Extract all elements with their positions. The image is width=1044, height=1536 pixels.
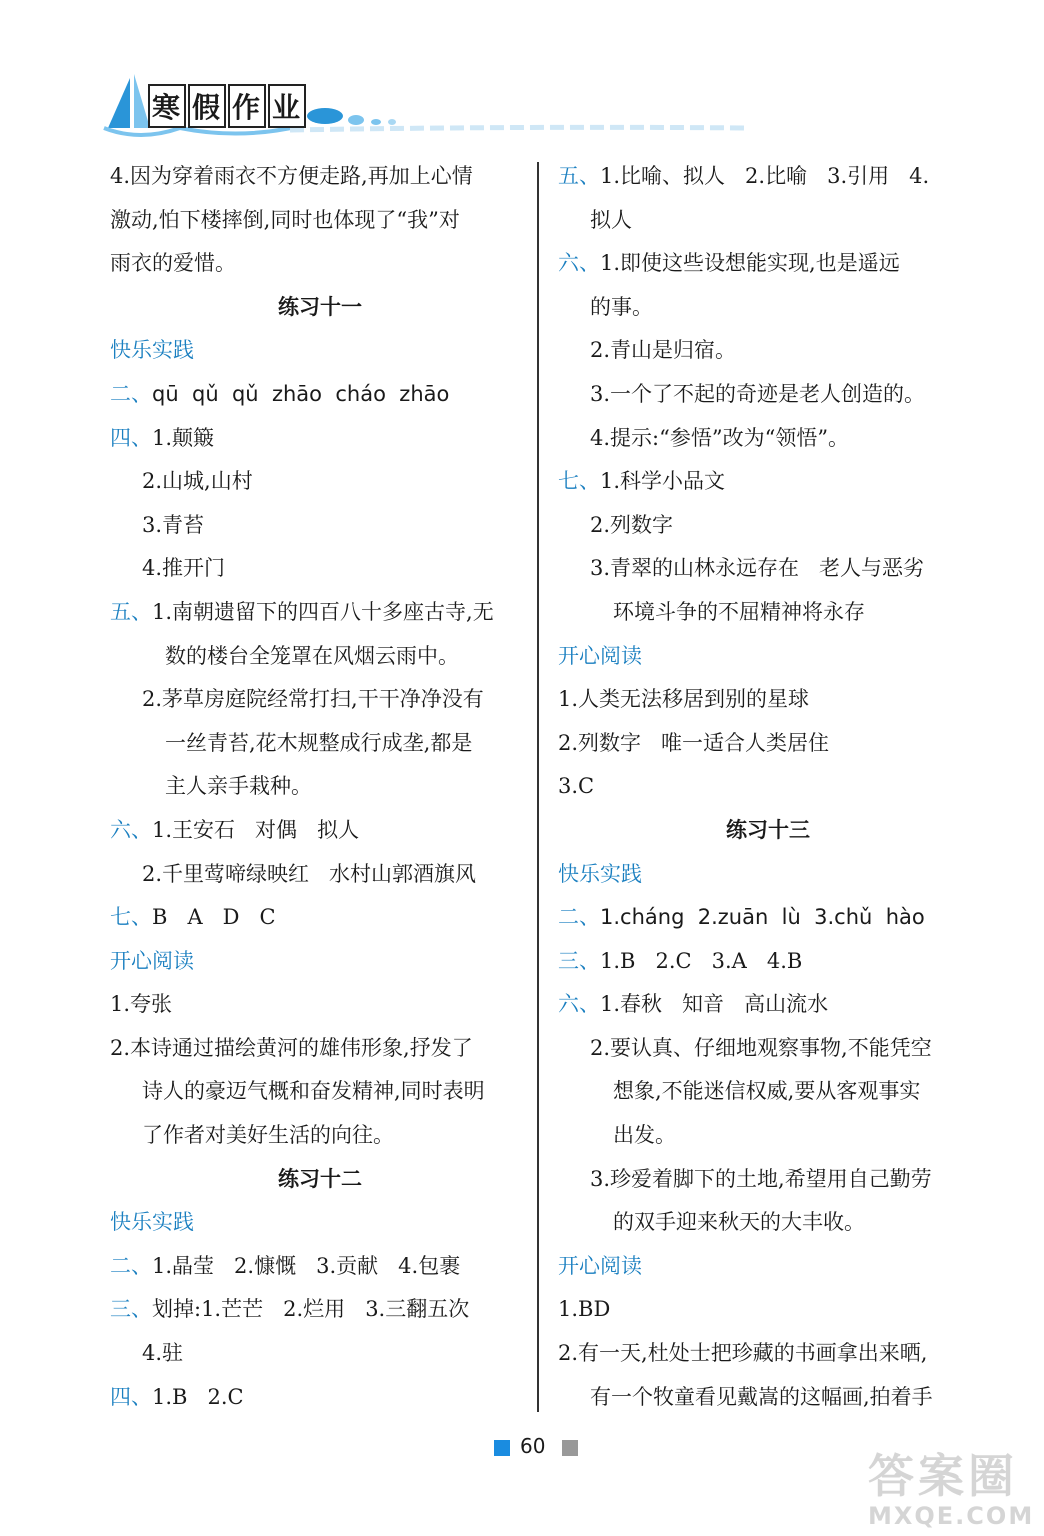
answer-text: 4.提示:“参悟”改为“领悟”。 [590,425,850,450]
answer-text: 2.有一天,杜处士把珍藏的书画拿出来晒, [558,1341,928,1366]
answer-text: 4.推开门 [142,556,226,581]
answer-line [110,1114,530,1158]
answer-text: 1.王安石 对偶 拟人 [152,817,360,842]
answer-text: 3.珍爱着脚下的土地,希望用自己勤劳 [590,1166,932,1191]
answer-line [558,199,978,243]
question-number: 六、 [558,992,600,1017]
answer-text: 快乐实践 [110,1210,194,1235]
answer-text: 1.B 2.C 3.A 4.B [600,948,803,973]
answer-line [110,242,530,286]
answer-line [558,504,978,548]
answer-text: 3.青苔 [142,512,205,537]
answer-text: 激动,怕下楼摔倒,同时也体现了“我”对 [110,207,460,232]
section-heading [558,853,978,897]
page-number: 60 [520,1434,546,1458]
answer-line [110,591,530,635]
question-number: 三、 [558,948,600,973]
answer-text: 开心阅读 [558,1253,642,1278]
answer-line [110,1288,530,1332]
answer-text: 练习十三 [726,817,810,842]
question-number: 二、 [110,1253,152,1278]
header-char: 作 [228,84,266,128]
answer-text: 1.比喻、拟人 2.比喻 3.引用 4. [600,164,930,188]
answer-line [110,1027,530,1071]
answer-text: 2.茅草房庭院经常打扫,干干净净没有 [142,687,484,712]
answer-line [110,504,530,548]
section-heading [558,1245,978,1289]
section-heading [558,635,978,679]
question-number: 六、 [110,817,152,842]
answer-text: 开心阅读 [110,948,194,973]
answer-line [558,1376,978,1420]
question-number: 七、 [110,905,152,930]
section-heading [110,329,530,373]
watermark-line2: MXQE.COM [868,1502,1035,1530]
header-title [148,84,308,128]
question-number: 三、 [110,1297,152,1322]
answer-line [110,983,530,1027]
answer-line [558,1201,978,1245]
answer-line [110,199,530,243]
answer-line [558,329,978,373]
answer-text: 3.青翠的山林永远存在 老人与恶劣 [590,556,925,581]
answer-text: 1.南朝遗留下的四百八十多座古寺,无 [152,599,494,624]
answer-line [558,417,978,461]
answer-text: 3.C [558,774,595,799]
answer-line [110,1070,530,1114]
answer-line [558,1114,978,1158]
answer-line [558,896,978,940]
answer-line [558,1027,978,1071]
answer-line [110,765,530,809]
exercise-title [558,809,978,853]
answer-text: 想象,不能迷信权威,要从客观事实 [613,1079,921,1104]
left-column [110,155,530,1419]
answer-line [558,591,978,635]
answer-text: 1.春秋 知音 高山流水 [600,992,829,1017]
answer-line [558,286,978,330]
answer-line [558,547,978,591]
answer-text: 1.BD [558,1297,611,1322]
question-number: 二、 [558,905,600,930]
answer-text: 2.山城,山村 [142,469,253,494]
question-number: 七、 [558,469,600,494]
answer-text: 诗人的豪迈气概和奋发精神,同时表明 [142,1079,485,1104]
header-char: 寒 [148,84,186,128]
answer-text: 出发。 [613,1123,676,1148]
answer-text: 3.一个了不起的奇迹是老人创造的。 [590,381,926,406]
answer-line [558,678,978,722]
question-number: 五、 [110,599,152,624]
page-marker-gray-icon [562,1440,578,1456]
answer-line [558,460,978,504]
header-banner [100,70,760,140]
answer-line [110,896,530,940]
answer-text: 1.科学小品文 [600,469,726,494]
answer-line [110,722,530,766]
answer-line [558,940,978,984]
answer-line [558,983,978,1027]
answer-text: 的双手迎来秋天的大丰收。 [613,1210,865,1235]
question-number: 四、 [110,425,152,450]
question-number: 六、 [558,251,600,276]
answer-text: B A D C [152,905,276,930]
answer-line [110,809,530,853]
answer-text: 练习十二 [278,1166,362,1191]
answer-line [110,678,530,722]
answer-text: 2.千里莺啼绿映红 水村山郭酒旗风 [142,861,477,886]
answer-line [558,155,978,199]
watermark-line1: 答案圈 [868,1449,1018,1503]
answer-line [110,1332,530,1376]
answer-text: 快乐实践 [558,861,642,886]
section-heading [110,940,530,984]
answer-text: 雨衣的爱惜。 [110,251,236,276]
exercise-title [110,286,530,330]
answer-line [558,765,978,809]
answer-text: 1.晶莹 2.慷慨 3.贡献 4.包裹 [152,1253,461,1278]
answer-line [110,373,530,417]
answer-line [558,722,978,766]
answer-text: 划掉:1.芒芒 2.烂用 3.三翻五次 [152,1297,470,1322]
page-marker-blue-icon [494,1440,510,1456]
header-char: 业 [268,84,306,128]
answer-text: 2.本诗通过描绘黄河的雄伟形象,抒发了 [110,1035,473,1060]
right-column [558,155,978,1419]
answer-text: 一丝青苔,花木规整成行成垄,都是 [165,730,473,755]
answer-text: 1.B 2.C [152,1384,244,1409]
exercise-title [110,1158,530,1202]
header-char: 假 [188,84,226,128]
answer-text: 练习十一 [278,294,362,319]
answer-line [110,417,530,461]
answer-text: 了作者对美好生活的向往。 [142,1123,394,1148]
answer-text: 拟人 [590,207,632,232]
answer-line [558,1070,978,1114]
answer-text: 数的楼台全笼罩在风烟云雨中。 [165,643,459,668]
answer-text: 2.列数字 唯一适合人类居住 [558,730,830,755]
watermark [868,1440,1038,1530]
answer-line [558,1288,978,1332]
column-divider [537,162,539,1412]
question-number: 二、 [110,381,152,406]
answer-text: 2.青山是归宿。 [590,338,737,363]
answer-text: 4.因为穿着雨衣不方便走路,再加上心情 [110,164,473,188]
answer-line [110,460,530,504]
answer-text: 4.驻 [142,1341,184,1366]
answer-text: 1.夸张 [110,992,173,1017]
answer-line [558,242,978,286]
answer-line [110,547,530,591]
section-heading [110,1201,530,1245]
answer-text: 有一个牧童看见戴嵩的这幅画,拍着手 [590,1384,933,1409]
question-number: 四、 [110,1384,152,1409]
answer-line [558,1158,978,1202]
answer-line [110,635,530,679]
answer-text: 快乐实践 [110,338,194,363]
answer-line [558,1332,978,1376]
answer-line [110,1376,530,1420]
answer-text: 主人亲手栽种。 [165,774,312,799]
answer-text: 1.人类无法移居到别的星球 [558,687,810,712]
answer-line [558,373,978,417]
answer-text: 环境斗争的不屈精神将永存 [613,599,865,624]
question-number: 五、 [558,164,600,188]
answer-text: 1.颠簸 [152,425,215,450]
answer-text: 2.要认真、仔细地观察事物,不能凭空 [590,1035,932,1060]
answer-text: 1.即使这些设想能实现,也是遥远 [600,251,900,276]
answer-line [110,155,530,199]
answer-text: 的事。 [590,294,653,319]
answer-text: 1.cháng 2.zuān lù 3.chǔ hào [600,905,925,930]
answer-text: qū qǔ qǔ zhāo cháo zhāo [152,381,450,406]
answer-text: 2.列数字 [590,512,674,537]
answer-line [110,1245,530,1289]
answer-text: 开心阅读 [558,643,642,668]
answer-line [110,853,530,897]
